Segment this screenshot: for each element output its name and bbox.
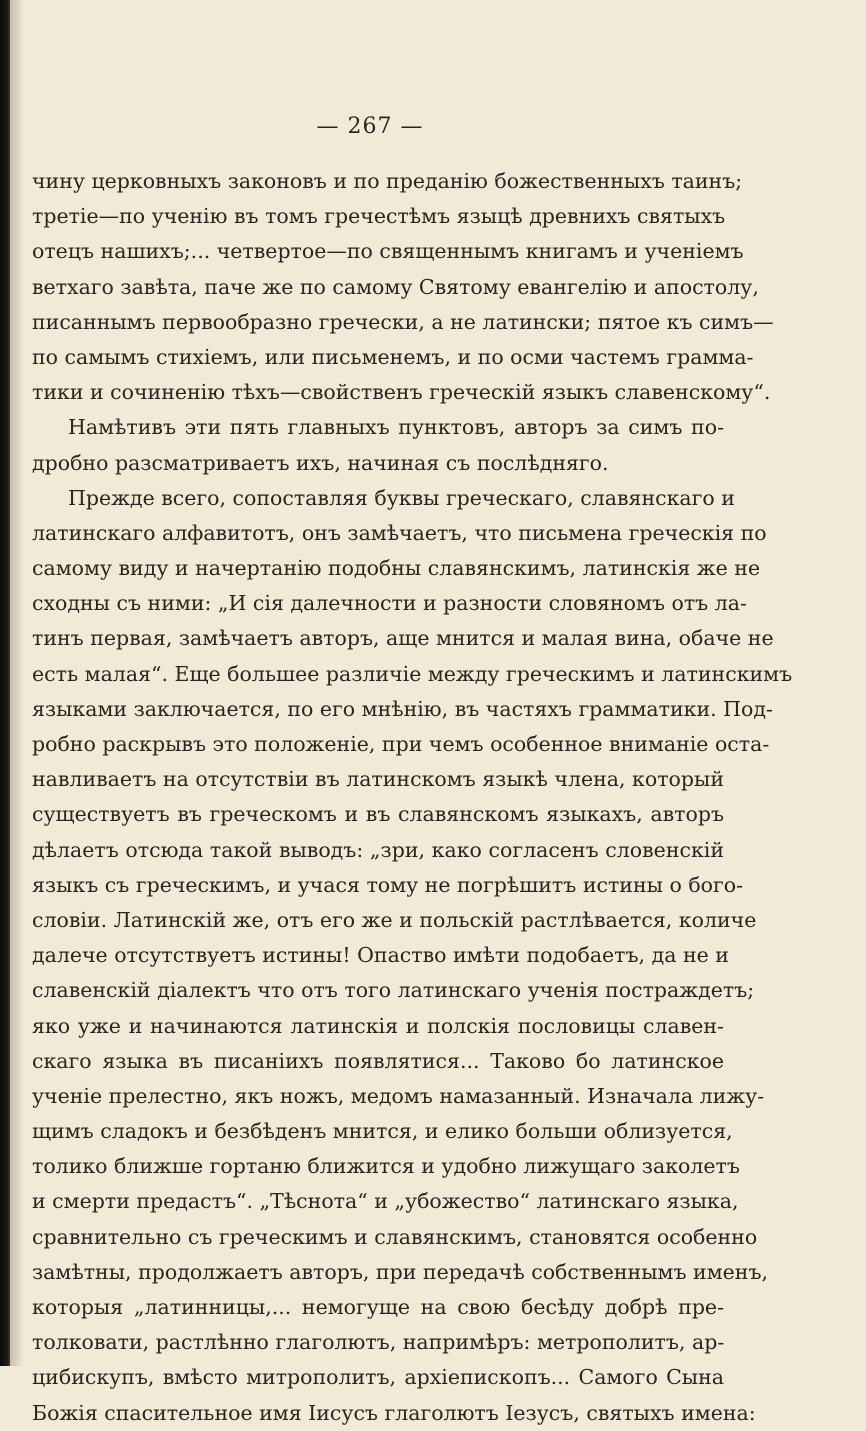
text-line: сходны съ ними: „И сія далечности и разности словяномъ отъ ла- xyxy=(32,591,747,616)
text-line: и смерти предастъ“. „Тѣснота“ и „убожество“ латинскаго языка, xyxy=(32,1189,739,1214)
text-line: толико ближше гортаню ближится и удобно лижущаго заколетъ xyxy=(32,1154,740,1179)
text-line: далече отсутствуетъ истины! Опаство имѣти подобаетъ, да не и xyxy=(32,943,729,968)
text-line: дробно разсматриваетъ ихъ, начиная съ послѣдняго. xyxy=(32,450,609,475)
text-line: словіи. Латинскій же, отъ его же и польскій растлѣвается, количе xyxy=(32,907,757,932)
text-line: отецъ нашихъ;... четвертое—по священнымъ книгамъ и ученіемъ xyxy=(32,239,744,264)
text-line: существуетъ въ греческомъ и въ славянскомъ языкахъ, авторъ xyxy=(32,802,724,827)
text-line: Прежде всего, сопоставляя буквы греческаго, славянскаго и xyxy=(68,485,735,510)
text-line: латинскаго алфавитотъ, онъ замѣчаетъ, что письмена греческія по xyxy=(32,520,767,545)
text-line: щимъ сладокъ и безбѣденъ мнится, и елико больши облизуется, xyxy=(32,1119,733,1144)
text-line: которыя „латинницы,... немогуще на свою бесѣду добрѣ пре- xyxy=(32,1295,724,1319)
body-text xyxy=(32,164,793,1431)
text-line: замѣтны, продолжаетъ авторъ, при передачѣ собственнымъ именъ, xyxy=(32,1259,768,1284)
text-line: есть малая“. Еще большее различіе между греческимъ и латинскимъ xyxy=(32,661,793,686)
text-line: славенскій діалектъ что отъ того латинскаго ученія постраждетъ; xyxy=(32,978,755,1003)
text-line: Божія спасительное имя Іисусъ глаголютъ Іезусъ, святыхъ имена: xyxy=(32,1400,756,1425)
text-line: чину церковныхъ законовъ и по преданію божественныхъ таинъ; xyxy=(32,169,743,193)
text-line: языками заключается, по его мнѣнію, въ частяхъ грамматики. Под- xyxy=(32,696,773,721)
text-line: цибискупъ, вмѣсто митрополитъ, архіепископъ... Самого Сына xyxy=(32,1365,724,1390)
text-line: ученіе прелестно, якъ ножъ, медомъ намазанный. Изначала лижу- xyxy=(32,1083,765,1108)
text-line: ветхаго завѣта, паче же по самому Святому евангелію и апостолу, xyxy=(32,274,759,299)
text-line: писаннымъ первообразно гречески, а не латински; пятое къ симъ— xyxy=(32,309,774,334)
text-line: робно раскрывъ это положеніе, при чемъ особенное вниманіе оста- xyxy=(32,732,770,756)
text-line: по самымъ стихіемъ, или письменемъ, и по осми частемъ грамма- xyxy=(32,344,754,369)
text-line: языкъ съ греческимъ, и учася тому не погрѣшитъ истины о бого- xyxy=(32,872,744,897)
text-line: тинъ первая, замѣчаетъ авторъ, аще мнится и малая вина, обаче не xyxy=(32,626,774,651)
text-line: яко уже и начинаются латинскія и полскія пословицы славен- xyxy=(32,1013,724,1038)
text-line: толковати, растлѣнно глаголютъ, напримѣръ: метрополитъ, ар- xyxy=(32,1330,725,1355)
text-line: третіе—по ученію въ томъ гречестѣмъ языцѣ древнихъ святыхъ xyxy=(32,204,726,229)
text-line: Намѣтивъ эти пять главныхъ пунктовъ, авторъ за симъ по- xyxy=(68,415,724,440)
text-line: навливаетъ на отсутствіи въ латинскомъ языкѣ члена, который xyxy=(32,767,724,792)
text-line: скаго языка въ писаніихъ появлятися... Таково бо латинское xyxy=(32,1048,724,1073)
text-line: дѣлаетъ отсюда такой выводъ: „зри, како согласенъ словенскій xyxy=(32,837,724,862)
page-number: — 267 — xyxy=(316,114,424,139)
text-line: тики и сочиненію тѣхъ—свойственъ греческій языкъ славенскому“. xyxy=(32,380,771,405)
text-line: самому виду и начертанію подобны славянскимъ, латинскія же не xyxy=(32,556,761,581)
text-line: сравнительно съ греческимъ и славянскимъ, становятся особенно xyxy=(32,1224,758,1249)
